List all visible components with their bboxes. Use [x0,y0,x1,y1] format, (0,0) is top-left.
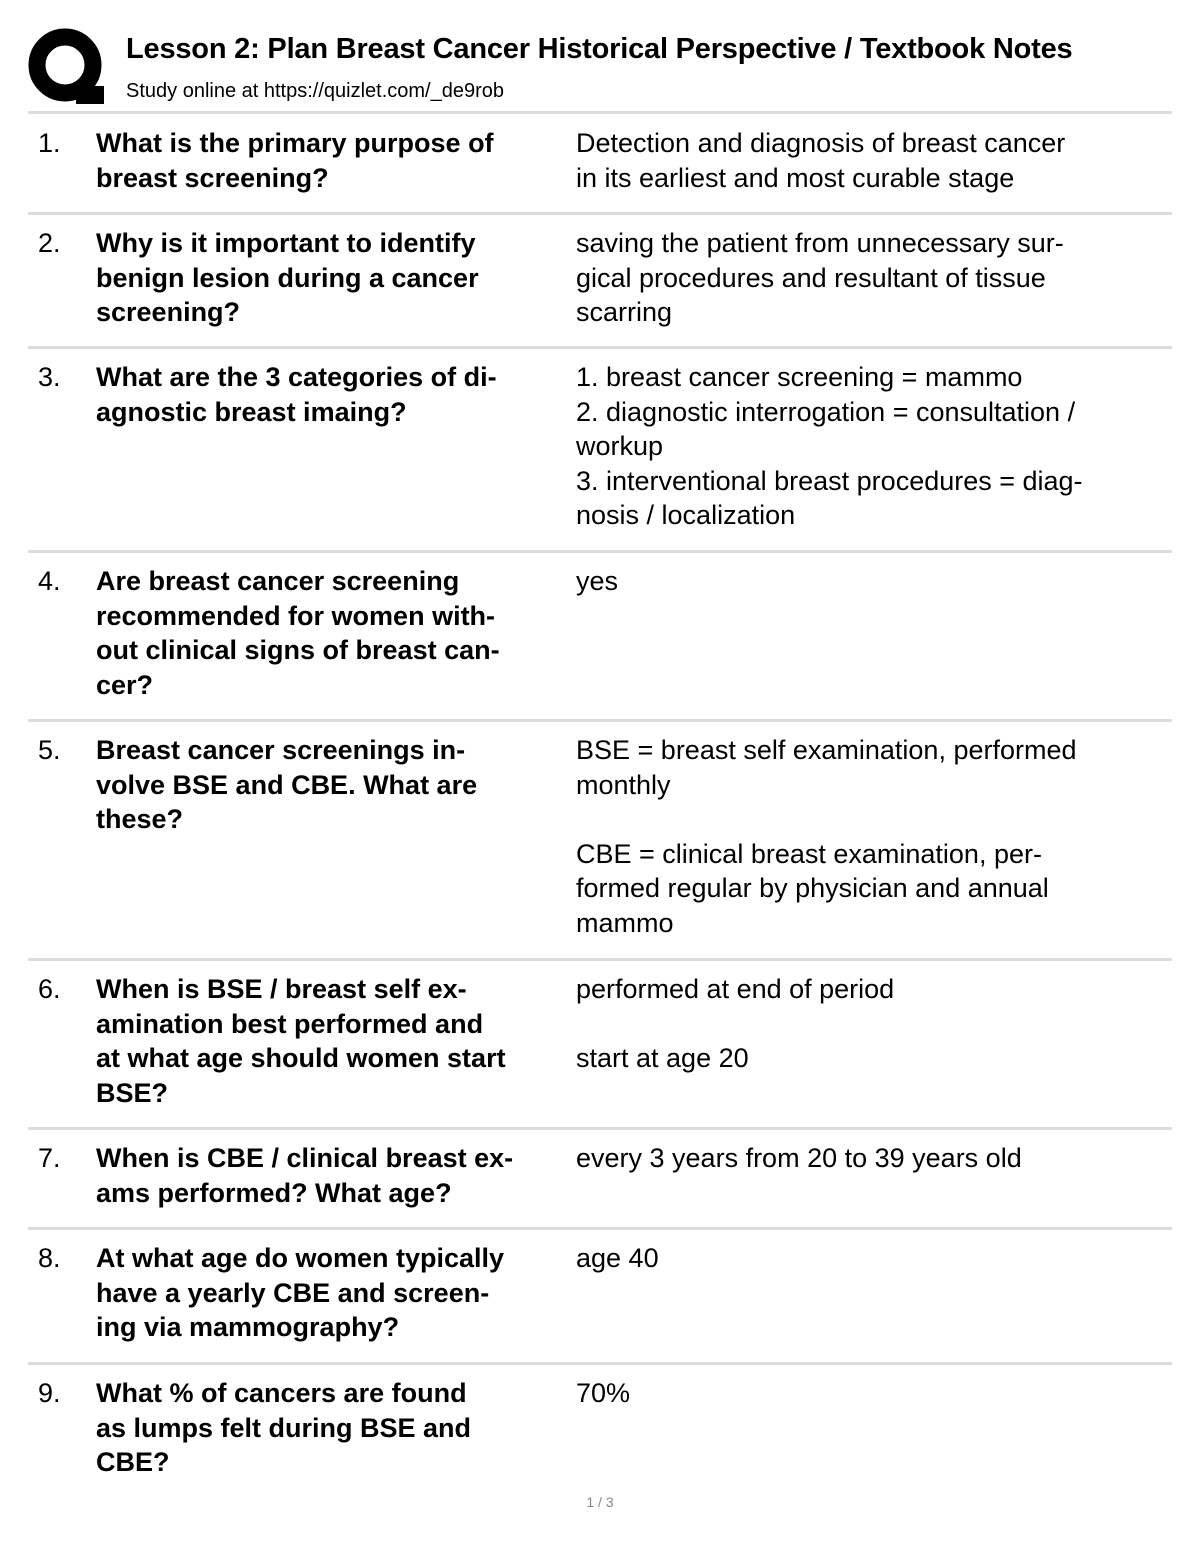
header-divider [28,111,1172,114]
page-title: Lesson 2: Plan Breast Cancer Historical Perspective / Textbook Notes [126,33,1073,65]
study-link[interactable]: Study online at https://quizlet.com/_de9rob [126,80,505,102]
text-line: as lumps felt during BSE and [96,1412,472,1443]
text-line: BSE = breast self examination, performed [576,735,1077,765]
text-line: benign lesion during a cancer [96,262,479,293]
card-question [96,733,566,837]
text-line: cer? [96,669,154,700]
text-line: Breast cancer screenings in- [96,735,466,765]
card-number: 9. [38,1378,61,1408]
text-line: ams performed? What age? [96,1177,452,1208]
card-divider [28,1127,1172,1130]
card-question [96,1241,566,1345]
text-line: What are the 3 categories of di- [96,362,497,392]
card-answer [576,226,1176,330]
card-divider [28,1362,1172,1365]
text-line: have a yearly CBE and screen- [96,1277,490,1308]
text-line: scarring [576,297,673,327]
quizlet-logo-icon [28,28,106,106]
text-line: out clinical signs of breast can- [96,635,500,665]
text-line: 2. diagnostic interrogation = consultation / [576,396,1076,427]
card-answer [576,564,1176,599]
text-line: yes [576,566,619,596]
text-line: When is BSE / breast self ex- [96,974,467,1004]
card-divider [28,719,1172,722]
text-line: Why is it important to identify [96,228,476,258]
text-line: recommended for women with- [96,600,496,631]
card-answer [576,126,1176,195]
card-number: 6. [38,974,61,1004]
text-line: in its earliest and most curable stage [576,162,1015,193]
text-line: CBE? [96,1447,170,1477]
text-line: agnostic breast imaing? [96,396,407,427]
text-line: 70% [576,1378,631,1408]
text-line: At what age do women typically [96,1243,505,1273]
card-answer [576,733,1176,940]
card-number: 5. [38,735,61,765]
card-number: 4. [38,566,61,596]
text-line: What is the primary purpose of [96,128,494,158]
card-divider [28,212,1172,215]
text-line: Are breast cancer screening [96,566,460,596]
text-line: every 3 years from 20 to 39 years old [576,1143,1022,1173]
card-answer [576,972,1176,1076]
text-line: amination best performed and [96,1008,484,1039]
card-question [96,1376,566,1480]
card-question [96,1141,566,1210]
text-line: start at age 20 [576,1043,749,1073]
card-number: 7. [38,1143,61,1173]
text-line: monthly [576,769,671,800]
page-number: 1 / 3 [586,1494,614,1510]
text-line: performed at end of period [576,974,895,1004]
card-answer [576,1376,1176,1411]
card-number: 1. [38,128,61,158]
text-line: screening? [96,297,241,327]
card-question [96,126,566,195]
text-line: breast screening? [96,162,329,193]
text-line: age 40 [576,1243,659,1273]
card-answer [576,360,1176,533]
card-number: 8. [38,1243,61,1273]
card-question [96,972,566,1110]
text-line: 3. interventional breast procedures = diag- [576,465,1083,496]
text-line: mammo [576,907,674,938]
text-line: volve BSE and CBE. What are [96,769,478,800]
card-number: 3. [38,362,61,392]
card-answer [576,1241,1176,1276]
blank-line [576,1007,1176,1042]
text-line: 1. breast cancer screening = mammo [576,362,1023,392]
text-line: these? [96,804,184,834]
blank-line [576,802,1176,837]
text-line: BSE? [96,1077,169,1108]
text-line: workup [576,431,664,461]
card-divider [28,346,1172,349]
card-question [96,360,566,429]
text-line: gical procedures and resultant of tissue [576,262,1046,293]
card-divider [28,1227,1172,1230]
text-line: saving the patient from unnecessary sur- [576,228,1064,258]
card-divider [28,550,1172,553]
text-line: CBE = clinical breast examination, per- [576,838,1042,869]
card-number: 2. [38,228,61,258]
text-line: What % of cancers are found [96,1378,467,1408]
text-line: When is CBE / clinical breast ex- [96,1143,514,1173]
card-question [96,564,566,702]
card-question [96,226,566,330]
card-divider [28,958,1172,961]
text-line: formed regular by physician and annual [576,873,1049,903]
text-line: nosis / localization [576,500,796,530]
text-line: Detection and diagnosis of breast cancer [576,128,1066,158]
text-line: at what age should women start [96,1043,506,1073]
text-line: ing via mammography? [96,1312,400,1342]
card-answer [576,1141,1176,1176]
